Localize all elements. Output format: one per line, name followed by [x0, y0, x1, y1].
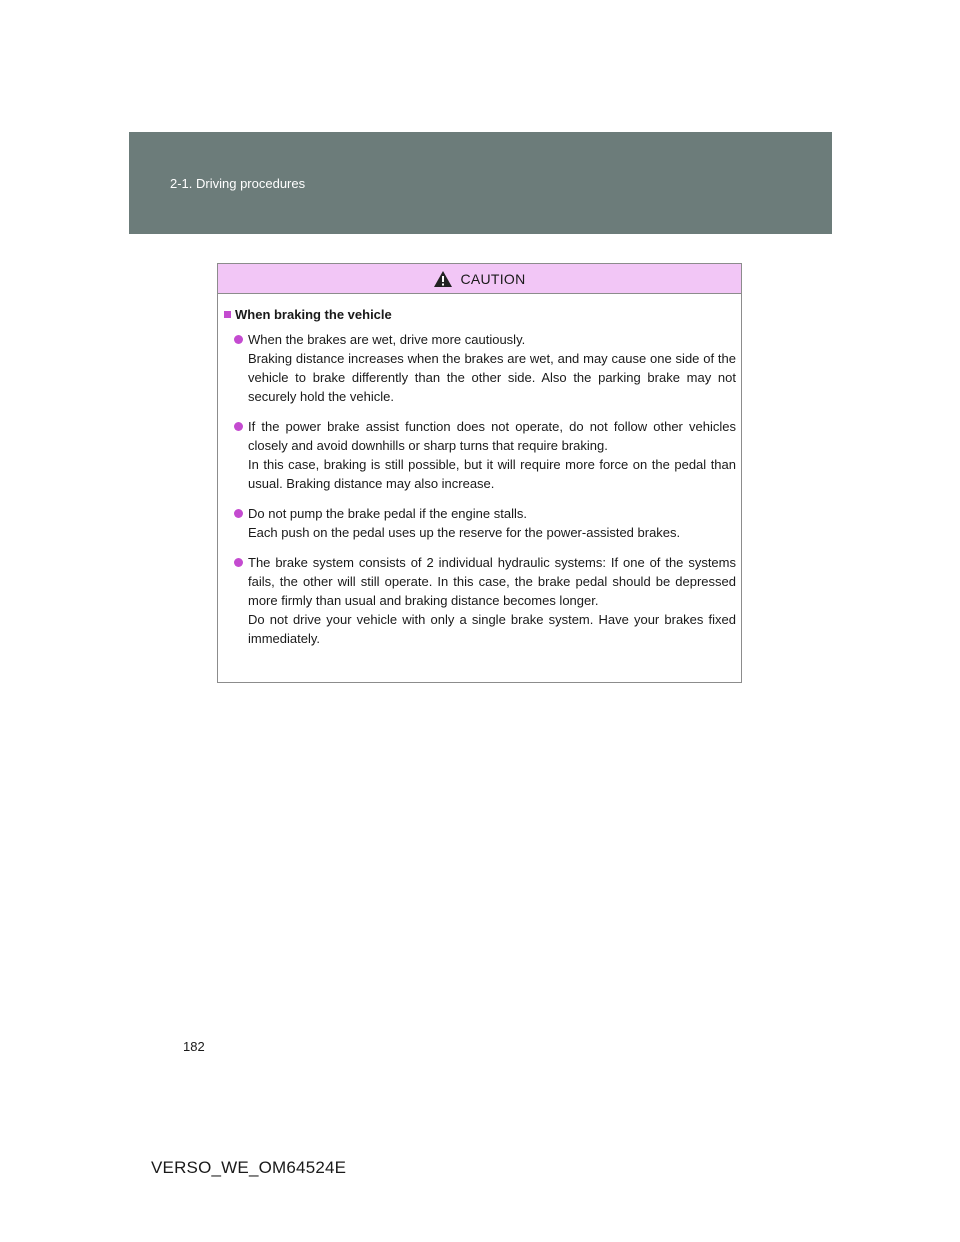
warning-triangle-icon: [433, 270, 453, 288]
caution-body: [218, 294, 741, 648]
caution-title: CAUTION: [460, 270, 526, 287]
list-item: [224, 417, 736, 493]
list-item: [224, 330, 736, 406]
bullet-dot-icon: [234, 335, 243, 344]
caution-heading: [224, 307, 736, 322]
bullet-dot-icon: [234, 509, 243, 518]
header-band: [129, 132, 832, 234]
list-item: [224, 553, 736, 648]
section-title: 2-1. Driving procedures: [170, 176, 306, 191]
caution-header: [218, 264, 741, 294]
bullet-dot-icon: [234, 558, 243, 567]
bullet-dot-icon: [234, 422, 243, 431]
document-code: VERSO_WE_OM64524E: [151, 1158, 347, 1177]
item-line: Do not pump the brake pedal if the engine stalls.: [248, 506, 527, 521]
item-line: If the power brake assist function does not operate, do not follow other vehicles closely and avoid downhills or sharp turns that require braking.: [248, 419, 736, 453]
item-line: The brake system consists of 2 individual hydraulic systems: If one of the systems fails, the other will still operate. In this case, the brake pedal should be depressed more firmly than usual and braking distance becomes longer.: [248, 555, 736, 608]
square-bullet-icon: [224, 311, 231, 318]
item-line: Braking distance increases when the brakes are wet, and may cause one side of the vehicle to brake differently than the other side. Also the parking brake may not securely hold the vehicle.: [248, 351, 736, 404]
caution-box: [217, 263, 742, 683]
item-line: In this case, braking is still possible, but it will require more force on the pedal than usual. Braking distance may also increase.: [248, 457, 736, 491]
item-line: Do not drive your vehicle with only a single brake system. Have your brakes fixed immediately.: [248, 612, 736, 646]
list-item: [224, 504, 736, 542]
item-line: Each push on the pedal uses up the reserve for the power-assisted brakes.: [248, 525, 681, 540]
page-number: 182: [183, 1039, 205, 1054]
item-line: When the brakes are wet, drive more cautiously.: [248, 332, 526, 347]
caution-heading-text: When braking the vehicle: [235, 307, 392, 322]
